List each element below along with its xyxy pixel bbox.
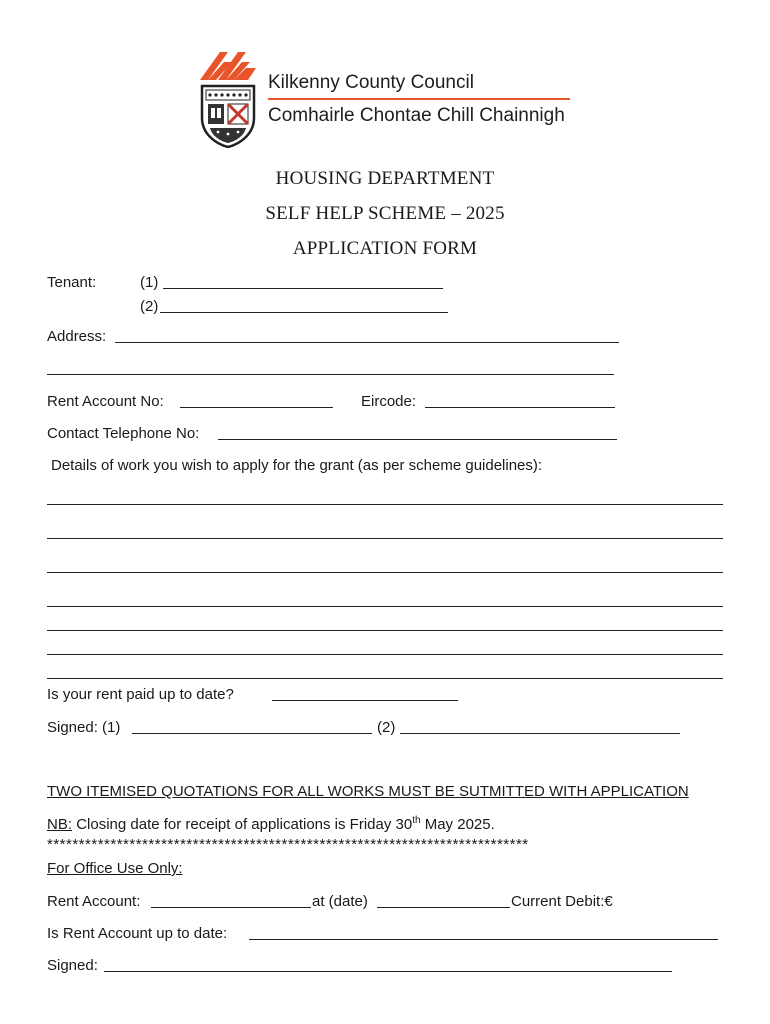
closing-date-month: May 2025. [424,816,495,833]
logo-divider [268,98,570,100]
council-logo [198,50,578,150]
details-field-5[interactable] [47,630,723,631]
details-field-3[interactable] [47,572,723,573]
closing-date-text: Closing date for receipt of applications is Friday 30 [76,816,413,833]
office-at-date-label: at (date) [312,893,368,910]
details-field-4[interactable] [47,606,723,607]
office-signed-label: Signed: [47,957,98,974]
signed-1-field[interactable] [132,733,372,734]
scheme-title: SELF HELP SCHEME – 2025 [265,203,505,224]
address-field-2[interactable] [47,374,614,375]
tenant-label: Tenant: [47,274,97,291]
tenant-2-label: (2) [140,298,159,315]
office-rent-account-label: Rent Account: [47,893,141,910]
eircode-field[interactable] [425,407,615,408]
eircode-label: Eircode: [361,393,417,410]
rent-paid-field[interactable] [272,700,458,701]
signed-2-label: (2) [377,719,396,736]
office-up-to-date-label: Is Rent Account up to date: [47,925,228,942]
office-date-field[interactable] [377,907,510,908]
signed-2-field[interactable] [400,733,680,734]
tenant-1-label: (1) [140,274,159,291]
office-up-to-date-field[interactable] [249,939,718,940]
kilkenny-crest-icon [200,84,256,148]
details-field-1[interactable] [47,504,723,505]
telephone-field[interactable] [218,439,617,440]
office-signed-field[interactable] [104,971,672,972]
nb-label: NB: [47,816,73,833]
tenant-2-field[interactable] [160,312,448,313]
address-field-1[interactable] [115,342,619,343]
kk-mark-icon [198,50,258,82]
rent-paid-label: Is your rent paid up to date? [47,686,234,703]
office-rent-account-field[interactable] [151,907,311,908]
quotations-notice: TWO ITEMISED QUOTATIONS FOR ALL WORKS MUST BE SUTMITTED WITH APPLICATION [47,783,689,800]
signed-label: Signed: (1) [47,719,121,736]
star-divider: **************************************************************************** [47,836,529,853]
rent-account-field[interactable] [180,407,333,408]
page-title: HOUSING DEPARTMENT [275,168,495,189]
closing-date-superscript: th [412,815,421,826]
details-label: Details of work you wish to apply for the grant (as per scheme guidelines): [51,457,543,474]
details-field-7[interactable] [47,678,723,679]
telephone-label: Contact Telephone No: [47,425,200,442]
form-title: APPLICATION FORM [292,238,478,259]
rent-account-label: Rent Account No: [47,393,164,410]
council-name-english: Kilkenny County Council [268,72,474,93]
details-field-2[interactable] [47,538,723,539]
details-field-6[interactable] [47,654,723,655]
tenant-1-field[interactable] [163,288,443,289]
address-label: Address: [47,328,107,345]
closing-date-notice [47,816,495,834]
office-current-debit-label: Current Debit:€ [511,893,613,910]
council-name-irish: Comhairle Chontae Chill Chainnigh [268,105,565,126]
office-use-heading: For Office Use Only: [47,860,183,877]
